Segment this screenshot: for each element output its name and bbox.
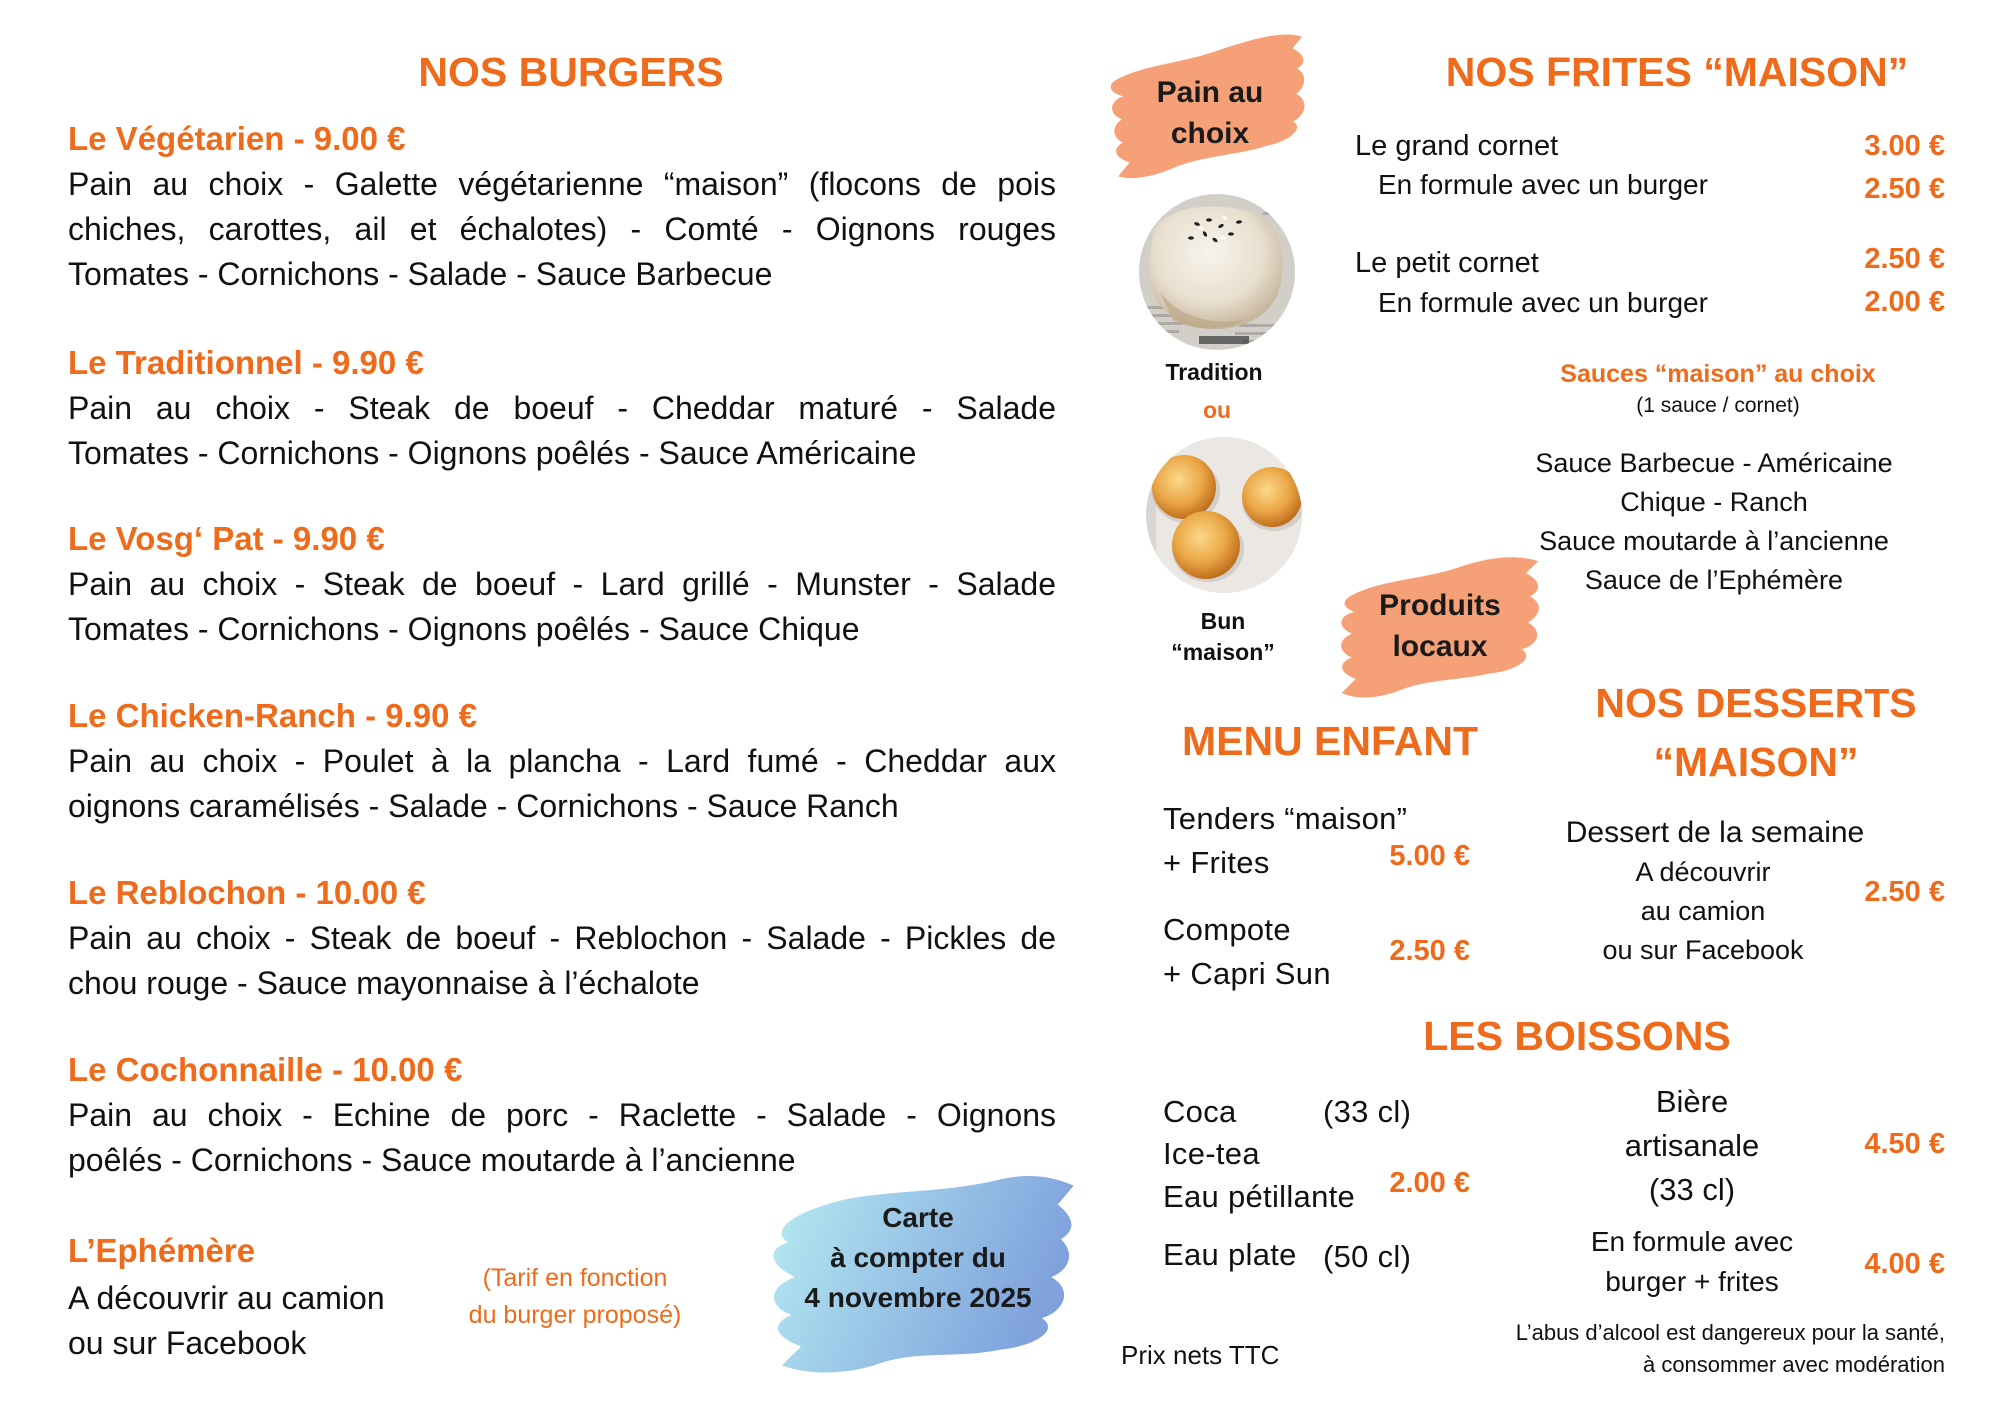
carte-badge-line: Carte (882, 1202, 954, 1233)
alcohol-warning-line: L’abus d’alcool est dangereux pour la santé, (1515, 1320, 1945, 1345)
burger-item-reblochon (68, 870, 1056, 1006)
burger-title: Le Traditionnel - 9.90 € (68, 344, 424, 381)
drink-item: Eau plate (1163, 1237, 1297, 1272)
burger-description-line: ou sur Facebook (68, 1325, 307, 1361)
large-cone-combo-label: En formule avec un burger (1378, 169, 1708, 200)
sauce-line: Sauce Barbecue - Américaine (1535, 448, 1893, 478)
soft-drink-price: 2.00 € (1389, 1167, 1470, 1199)
small-cone-combo-price: 2.00 € (1864, 286, 1945, 318)
bun-label (1123, 606, 1323, 668)
badge-line: choix (1170, 117, 1250, 150)
beer-line: artisanale (1624, 1128, 1760, 1163)
dessert-detail-line: A découvrir (1635, 857, 1771, 887)
burger-item-chicken-ranch (68, 693, 1056, 829)
burger-item-vosg-pat (68, 516, 1056, 652)
large-cone-price: 3.00 € (1864, 130, 1945, 162)
burger-title: Le Vosg‘ Pat - 9.90 € (68, 520, 385, 557)
beer-combo-label (1542, 1222, 1842, 1302)
burger-item-traditionnel (68, 340, 1056, 476)
beer-line: Bière (1655, 1084, 1729, 1119)
sauces-subtitle: (1 sauce / cornet) (1636, 394, 1800, 417)
dessert-details (1523, 853, 1883, 970)
burger-description-line: Pain au choix - Steak de boeuf - Cheddar maturé - Salade (68, 390, 1056, 426)
burger-title: Le Chicken-Ranch - 9.90 € (68, 697, 477, 734)
carte-badge-text (768, 1198, 1068, 1318)
burger-description-line: chiches, carottes, ail et échalotes) - Comté - Oignons rouges (68, 211, 1056, 247)
drink-item: Ice-tea (1163, 1136, 1260, 1171)
dessert-detail-line: ou sur Facebook (1602, 935, 1804, 965)
beer-line: (33 cl) (1648, 1172, 1736, 1207)
burger-description-line: Tomates - Cornichons - Oignons poêlés - Sauce Chique (68, 611, 860, 647)
burger-description-line: Pain au choix - Echine de porc - Raclette - Salade - Oignons (68, 1097, 1056, 1133)
tradition-bread-photo (1139, 194, 1295, 350)
drink-item: Coca (1163, 1094, 1237, 1129)
burger-title: Le Reblochon - 10.00 € (68, 874, 426, 911)
bun-photo (1146, 437, 1302, 593)
price-note-line: du burger proposé) (468, 1301, 682, 1329)
bun-label-line: “maison” (1171, 639, 1275, 665)
badge-line: Produits (1379, 589, 1501, 622)
kids-item-line: + Frites (1163, 845, 1270, 880)
burgers-heading: NOS BURGERS (418, 49, 724, 95)
dessert-detail-line: au camion (1640, 896, 1766, 926)
burger-item-vegetarien (68, 116, 1056, 297)
small-cone-price: 2.50 € (1864, 243, 1945, 275)
burger-description-line: Pain au choix - Steak de boeuf - Reblochon - Salade - Pickles de (68, 920, 1056, 956)
kids-item-line: + Capri Sun (1163, 956, 1331, 991)
burger-description-line: poêlés - Cornichons - Sauce moutarde à l’ancienne (68, 1142, 796, 1178)
desserts-heading: NOS DESSERTS (1595, 680, 1917, 726)
drink-size: (50 cl) (1323, 1239, 1412, 1274)
dessert-label: Dessert de la semaine (1565, 816, 1865, 849)
alcohol-warning (1516, 1317, 1945, 1381)
small-cone-label: Le petit cornet (1355, 247, 1539, 279)
burger-item-cochonnaille (68, 1047, 1056, 1183)
dessert-price: 2.50 € (1864, 876, 1945, 908)
large-cone-label: Le grand cornet (1355, 130, 1559, 162)
kids-item-price: 2.50 € (1389, 935, 1470, 967)
beer-label (1542, 1080, 1842, 1212)
ephemere-price-note (425, 1260, 725, 1334)
tradition-label: Tradition (1165, 359, 1263, 385)
kids-item-line: Tenders “maison” (1163, 801, 1408, 836)
sauce-line: Sauce moutarde à l’ancienne (1539, 526, 1889, 556)
burger-description-line: oignons caramélisés - Salade - Cornichons - Sauce Ranch (68, 788, 899, 824)
bun-label-line: Bun (1200, 608, 1246, 634)
beer-combo-price: 4.00 € (1864, 1248, 1945, 1280)
burger-description-line: Tomates - Cornichons - Oignons poêlés - Sauce Américaine (68, 435, 917, 471)
fries-heading: NOS FRITES “MAISON” (1445, 49, 1909, 95)
kids-item-price: 5.00 € (1389, 840, 1470, 872)
drink-size: (33 cl) (1323, 1094, 1412, 1129)
sauce-line: Sauce de l’Ephémère (1584, 565, 1844, 595)
burger-description-line: A découvrir au camion (68, 1280, 385, 1316)
carte-badge-line: 4 novembre 2025 (804, 1282, 1032, 1313)
burger-title: L’Ephémère (68, 1232, 256, 1269)
kids-menu-heading: MENU ENFANT (1181, 718, 1479, 764)
price-note-line: (Tarif en fonction (482, 1264, 668, 1292)
sauces-title: Sauces “maison” au choix (1560, 360, 1876, 388)
sauce-line: Chique - Ranch (1620, 487, 1808, 517)
alcohol-warning-line: à consommer avec modération (1642, 1352, 1945, 1377)
burger-title: Le Végétarien - 9.00 € (68, 120, 406, 157)
beer-price: 4.50 € (1864, 1128, 1945, 1160)
desserts-heading-maison: “MAISON” (1653, 739, 1859, 785)
burger-title: Le Cochonnaille - 10.00 € (68, 1051, 463, 1088)
carte-badge-line: à compter du (830, 1242, 1006, 1273)
drinks-heading: LES BOISSONS (1423, 1013, 1731, 1059)
small-cone-combo-label: En formule avec un burger (1378, 287, 1708, 318)
badge-line: Pain au (1156, 76, 1264, 109)
sauces-list (1454, 444, 1974, 600)
large-cone-combo-price: 2.50 € (1864, 173, 1945, 205)
burger-description-line: chou rouge - Sauce mayonnaise à l’échalote (68, 965, 700, 1001)
beer-combo-line: burger + frites (1605, 1266, 1779, 1297)
prices-note: Prix nets TTC (1121, 1340, 1280, 1370)
burger-description-line: Pain au choix - Galette végétarienne “maison” (flocons de pois (68, 166, 1056, 202)
or-separator: ou (1202, 397, 1232, 423)
kids-item-line: Compote (1163, 912, 1291, 947)
burger-description-line: Pain au choix - Steak de boeuf - Lard grillé - Munster - Salade (68, 566, 1056, 602)
burger-description-line: Pain au choix - Poulet à la plancha - Lard fumé - Cheddar aux (68, 743, 1056, 779)
pain-au-choix-badge-text (1104, 72, 1316, 154)
badge-line: locaux (1392, 630, 1488, 663)
burger-description-line: Tomates - Cornichons - Salade - Sauce Barbecue (68, 256, 773, 292)
drink-item: Eau pétillante (1163, 1179, 1356, 1214)
beer-combo-line: En formule avec (1590, 1226, 1794, 1257)
